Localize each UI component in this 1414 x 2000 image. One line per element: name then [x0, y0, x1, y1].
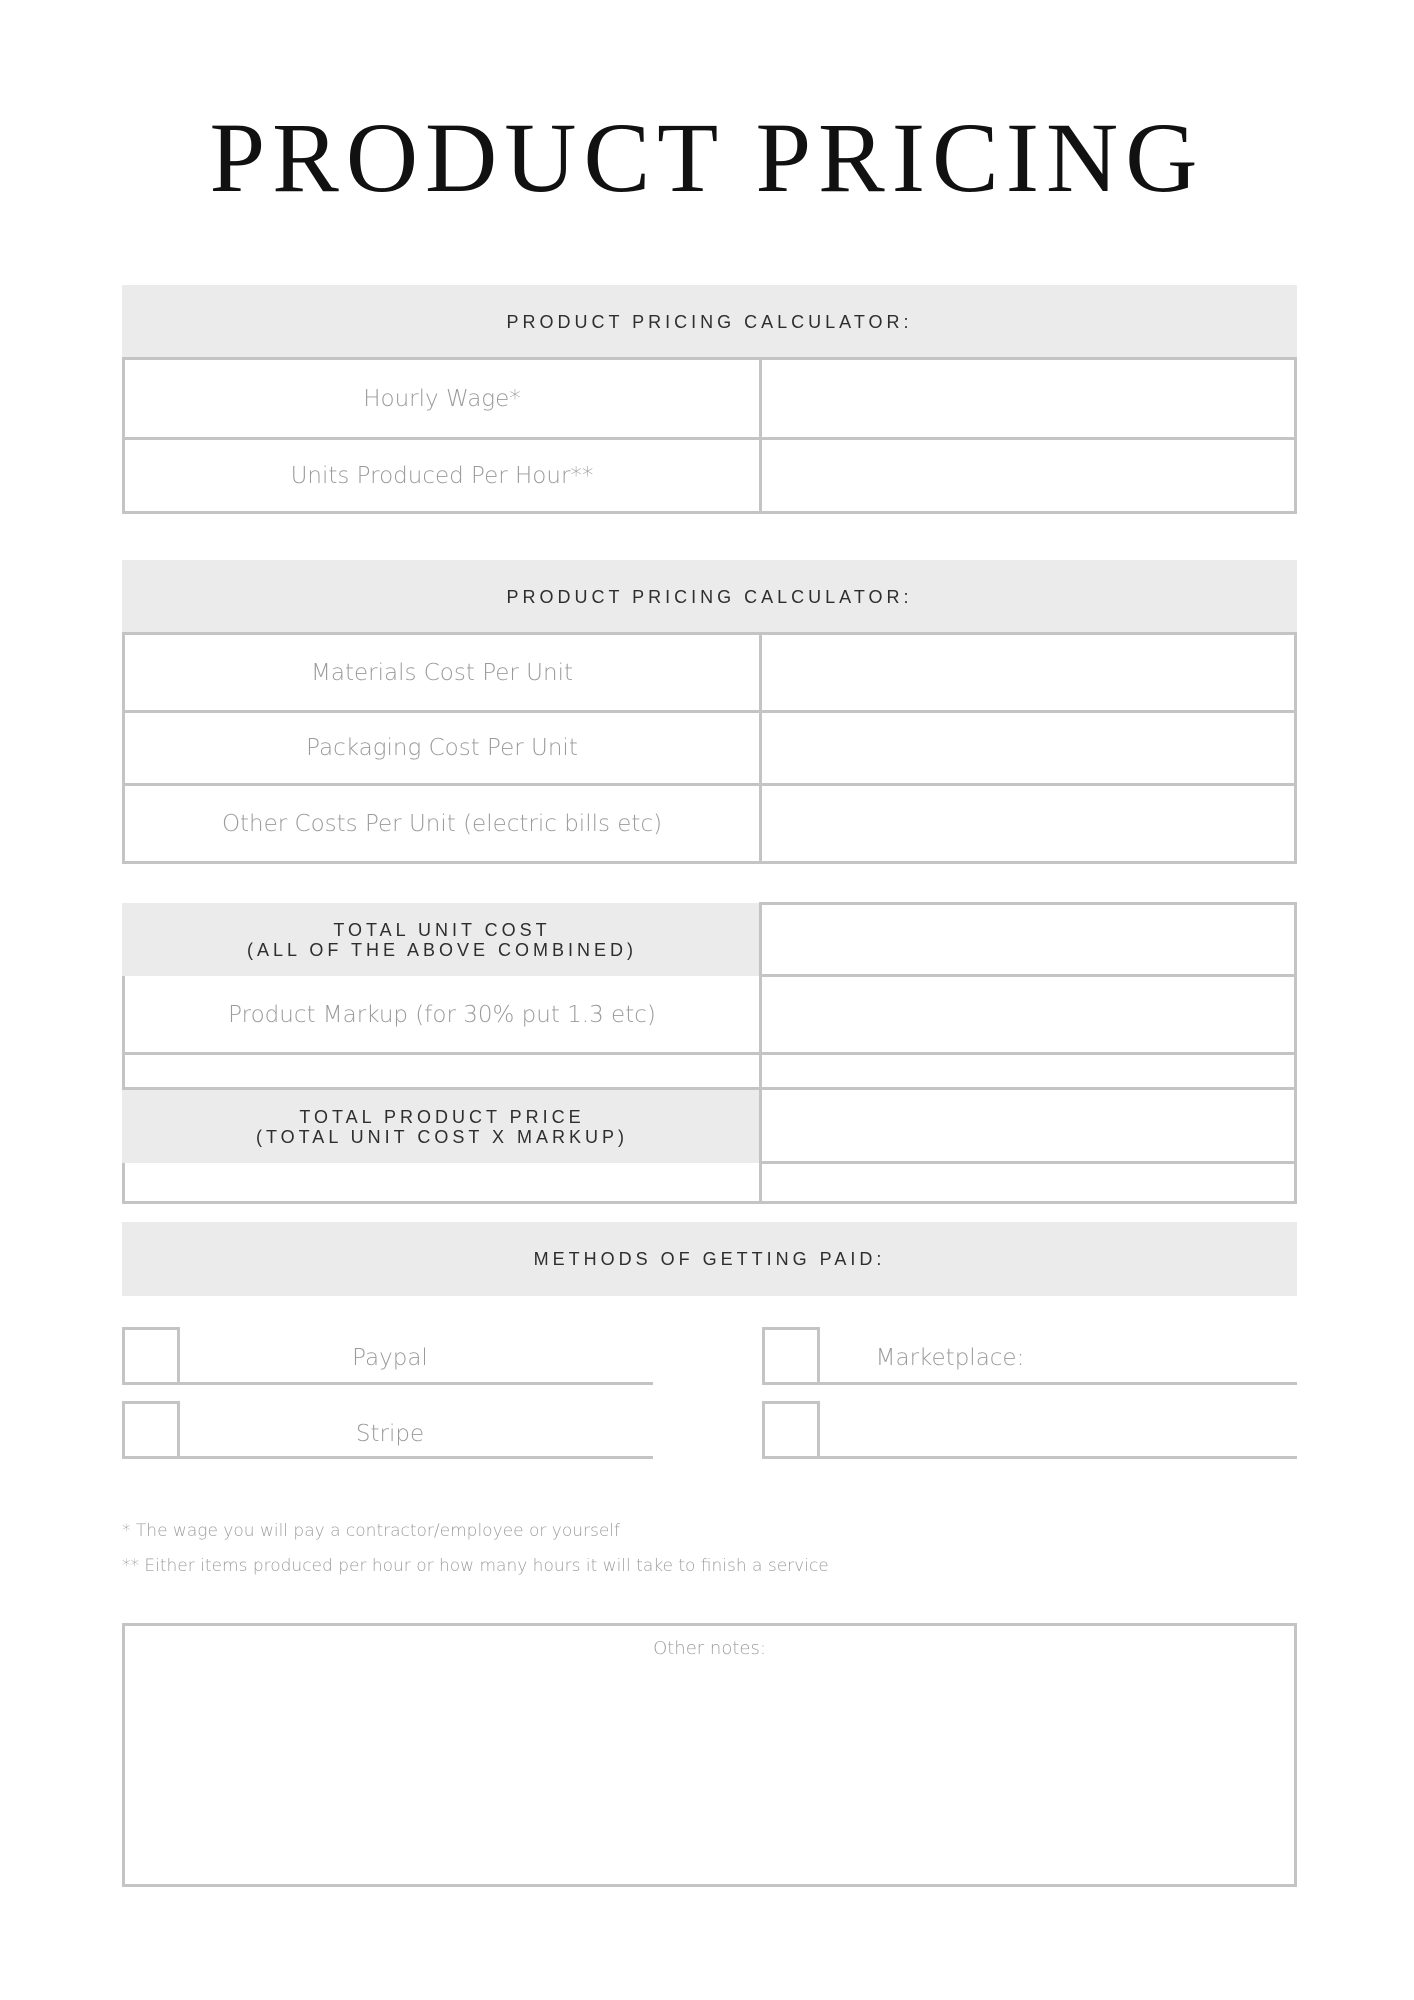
stripe-label: Stripe	[355, 1421, 425, 1447]
product-markup-input[interactable]	[762, 977, 1294, 1052]
materials-cost-input[interactable]	[762, 635, 1294, 710]
other-method-checkbox[interactable]	[762, 1401, 820, 1459]
paypal-label: Paypal	[352, 1345, 428, 1371]
marketplace-label: Marketplace:	[875, 1345, 1025, 1371]
total-product-price-title: TOTAL PRODUCT PRICE	[299, 1106, 585, 1127]
footnote-wage: * The wage you will pay a contractor/employee or yourself	[122, 1521, 621, 1541]
total-unit-cost-input[interactable]	[762, 905, 1294, 974]
section3-row-separator	[759, 1161, 1297, 1164]
payment-header: METHODS OF GETTING PAID:	[122, 1222, 1297, 1296]
other-method-underline	[820, 1456, 1297, 1459]
product-markup-label: Product Markup (for 30% put 1.3 etc)	[228, 1001, 656, 1028]
other-notes-box[interactable]	[122, 1623, 1297, 1887]
paypal-underline	[180, 1382, 653, 1385]
section2-header: PRODUCT PRICING CALCULATOR:	[122, 560, 1297, 634]
paypal-checkbox[interactable]	[122, 1327, 180, 1385]
marketplace-checkbox[interactable]	[762, 1327, 820, 1385]
section1-header: PRODUCT PRICING CALCULATOR:	[122, 285, 1297, 359]
stripe-underline	[180, 1456, 653, 1459]
section3-left-edge	[122, 1163, 125, 1204]
total-unit-cost-title: TOTAL UNIT COST	[333, 919, 551, 940]
other-notes-label: Other notes:	[653, 1638, 766, 1659]
total-product-price-input[interactable]	[762, 1090, 1294, 1161]
page-title: PRODUCT PRICING	[209, 102, 1205, 213]
stripe-checkbox[interactable]	[122, 1401, 180, 1459]
other-costs-label: Other Costs Per Unit (electric bills etc)	[221, 810, 663, 837]
total-unit-cost-subtitle: (ALL OF THE ABOVE COMBINED)	[246, 939, 638, 960]
hourly-wage-input[interactable]	[762, 360, 1294, 437]
units-per-hour-input[interactable]	[762, 440, 1294, 511]
packaging-cost-label: Packaging Cost Per Unit	[306, 735, 578, 761]
marketplace-underline	[820, 1382, 1297, 1385]
total-unit-cost-header	[122, 903, 762, 976]
footnote-units: ** Either items produced per hour or how many hours it will take to finish a service	[122, 1556, 829, 1576]
total-product-price-subtitle: (TOTAL UNIT COST X MARKUP)	[255, 1126, 629, 1147]
hourly-wage-label: Hourly Wage*	[363, 385, 521, 412]
units-per-hour-label: Units Produced Per Hour**	[290, 462, 594, 489]
packaging-cost-input[interactable]	[762, 713, 1294, 783]
materials-cost-label: Materials Cost Per Unit	[311, 659, 573, 686]
other-costs-input[interactable]	[762, 786, 1294, 861]
total-product-price-header	[122, 1090, 762, 1163]
section3-row-separator	[122, 1052, 1297, 1055]
section3-bottom	[122, 1201, 1297, 1204]
